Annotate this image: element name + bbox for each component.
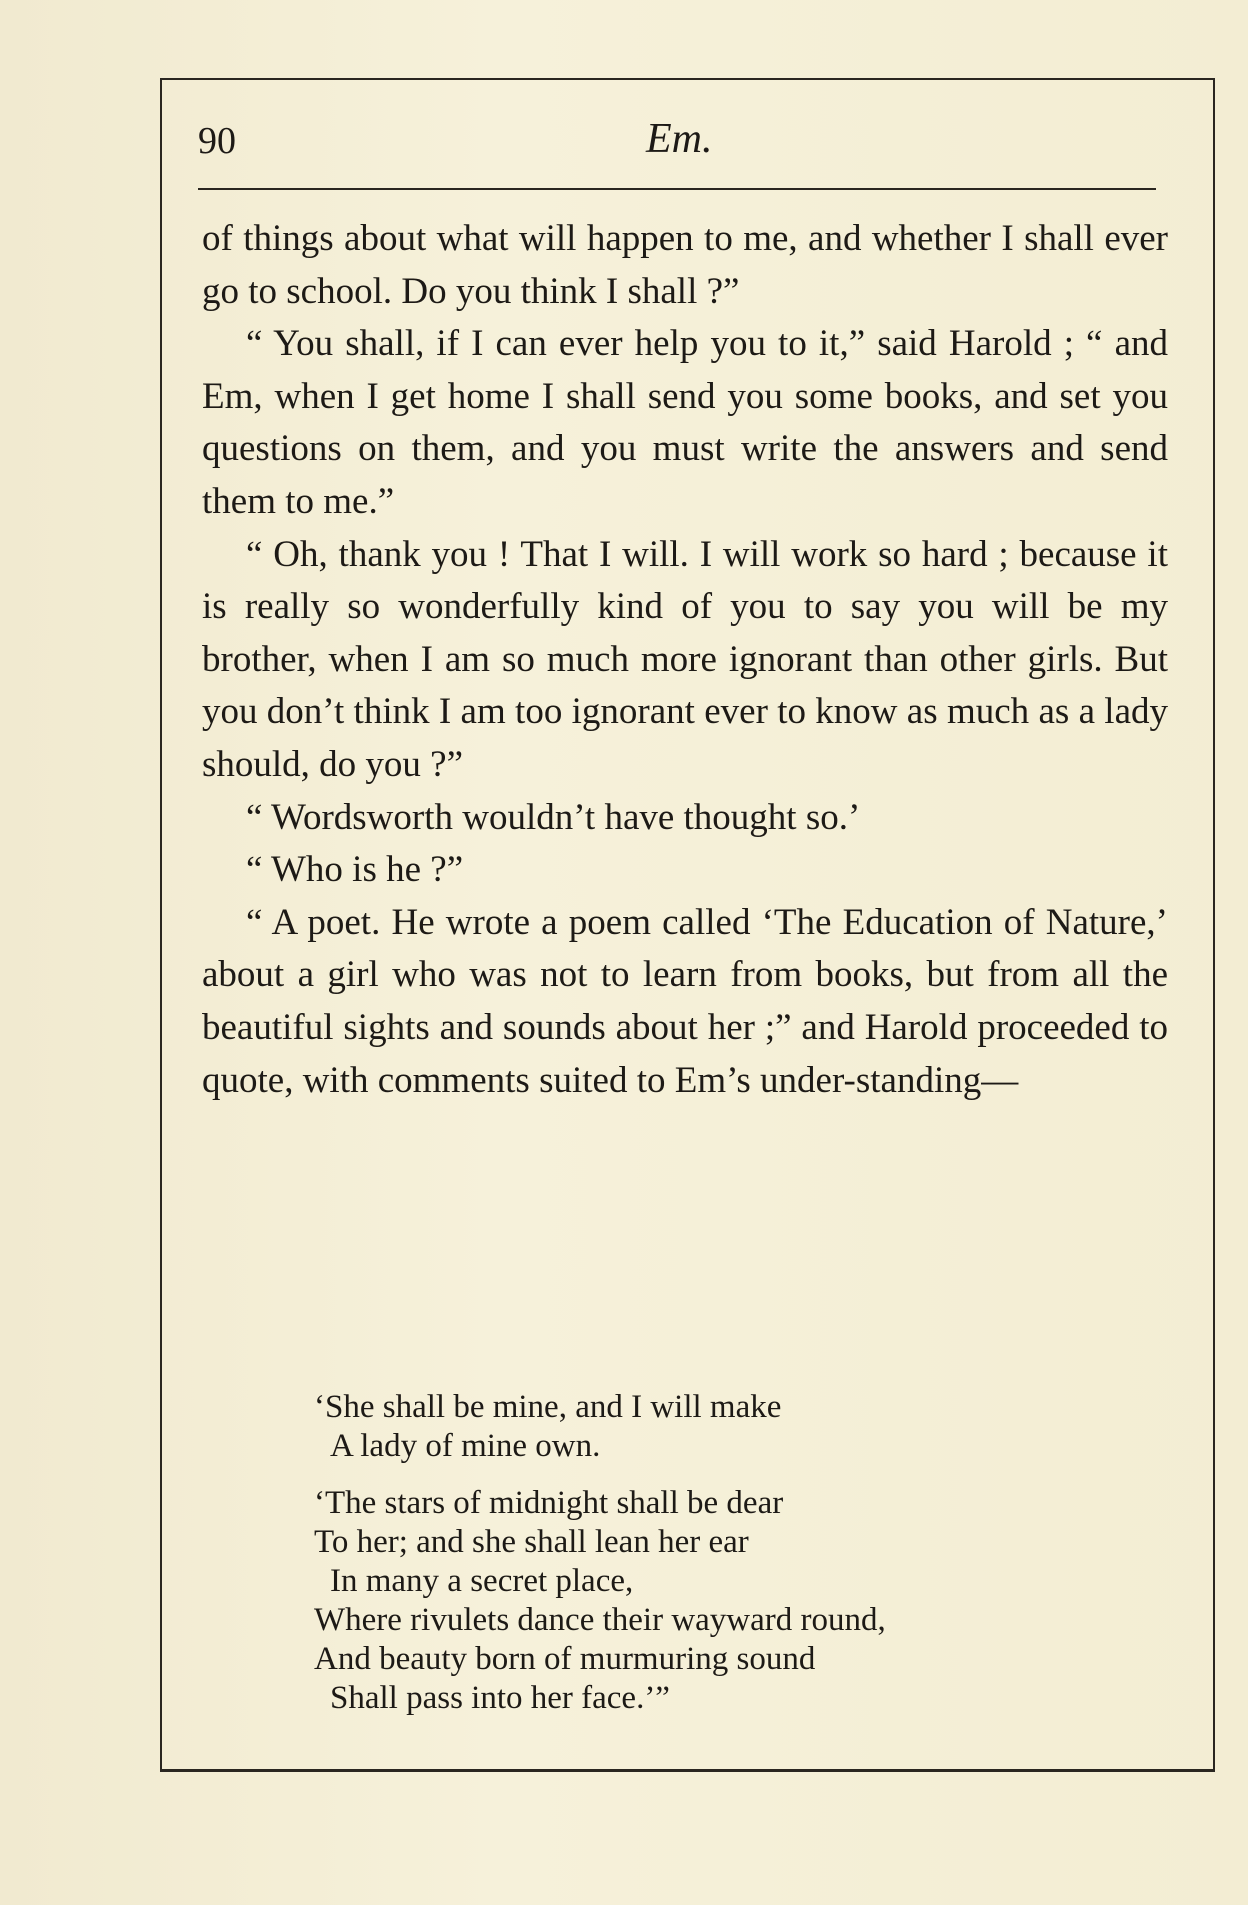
paragraph: “ Who is he ?” (246, 849, 464, 891)
verse-line: Where rivulets dance their wayward round, (314, 1602, 886, 1638)
running-title: Em. (646, 116, 713, 162)
stanza (202, 1484, 1168, 1718)
poem-quotation (202, 1388, 1168, 1736)
stanza (202, 1388, 1168, 1466)
verse-line: A lady of mine own. (330, 1428, 601, 1464)
body-text (202, 213, 1168, 1107)
paragraph: “ Oh, thank you ! That I will. I will work so hard ; because it is really so wonderfully kind of you to say you will be my brother, when I am so much more ignorant than other girls. But you don’t think I am too ignorant ever to know as much as a lady should, do you ?” (202, 533, 1168, 785)
paragraph: of things about what will happen to me, and whether I shall ever go to school. Do you think I shall ?” (202, 218, 1168, 312)
verse-line: In many a secret place, (330, 1563, 634, 1599)
paragraph: “ You shall, if I can ever help you to it,” said Harold ; “ and Em, when I get home I shall send you some books, and set you questions on them, and you must write the answers and send them to me.” (202, 323, 1168, 522)
verse-line: To her; and she shall lean her ear (314, 1524, 749, 1560)
verse-line: ‘She shall be mine, and I will make (314, 1389, 782, 1425)
paragraph: “ A poet. He wrote a poem called ‘The Education of Nature,’ about a girl who was not to learn from books, but from all the beautiful sights and sounds about her ;” and Harold proceeded to quote, with comments suited to Em’s under-standing— (202, 901, 1168, 1101)
page-number: 90 (198, 120, 236, 162)
verse-line: ‘The stars of midnight shall be dear (314, 1485, 784, 1521)
verse-line: Shall pass into her face.’” (330, 1680, 670, 1716)
header-rule (198, 188, 1156, 190)
verse-line: And beauty born of murmuring sound (314, 1641, 816, 1677)
paragraph: “ Wordsworth wouldn’t have thought so.’ (246, 796, 861, 838)
